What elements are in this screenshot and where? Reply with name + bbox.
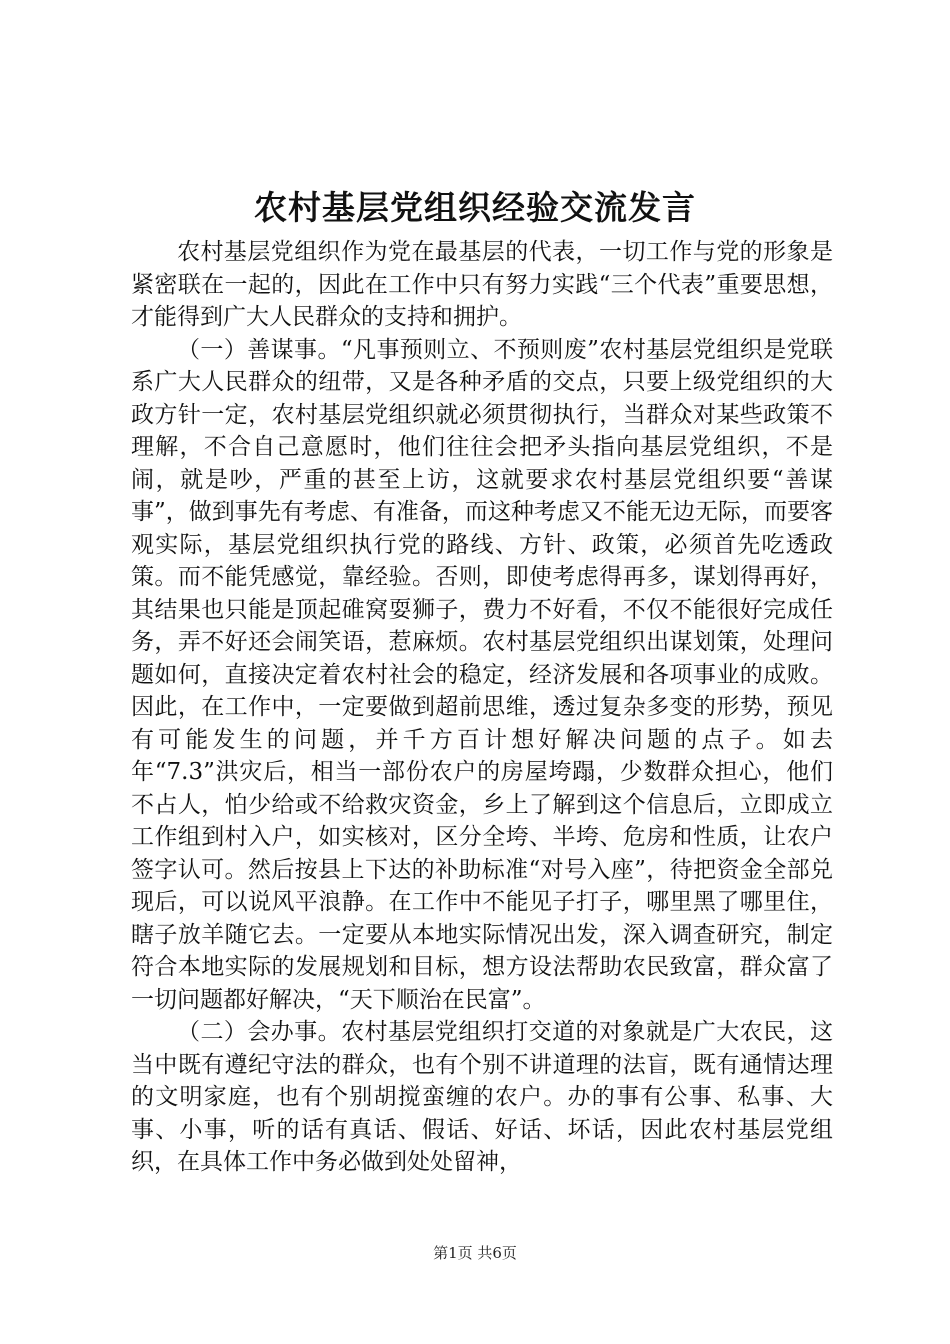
- page-number-footer: 第1页 共6页: [433, 1244, 517, 1262]
- paragraph-intro: 农村基层党组织作为党在最基层的代表，一切工作与党的形象是紧密联在一起的，因此在工作中只有努力实践“三个代表”重要思想，才能得到广大人民群众的支持和拥护。: [131, 239, 833, 330]
- paragraph-section-2: （二）会办事。农村基层党组织打交道的对象就是广大农民，这当中既有遵纪守法的群众，也有个别不讲道理的法盲，既有通情达理的文明家庭，也有个别胡搅蛮缠的农户。办的事有公事、私事、大事、小事，听的话有真话、假话、好话、坏话，因此农村基层党组织，在具体工作中务必做到处处留神，: [131, 1019, 833, 1175]
- document-body: [131, 236, 833, 1179]
- document-title: 农村基层党组织经验交流发言: [254, 188, 696, 227]
- paragraph-section-1: （一）善谋事。“凡事预则立、不预则废”农村基层党组织是党联系广大人民群众的纽带，又是各种矛盾的交点，只要上级党组织的大政方针一定，农村基层党组织就必须贯彻执行，当群众对某些政策不理解，不合自己意愿时，他们往往会把矛头指向基层党组织，不是闹，就是吵，严重的甚至上访，这就要求农村基层党组织要“善谋事”，做到事先有考虑、有准备，而这种考虑又不能无边无际，而要客观实际，基层党组织执行党的路线、方针、政策，必须首先吃透政策。而不能凭感觉，靠经验。否则，即使考虑得再多，谋划得再好，其结果也只能是顶起碓窝耍狮子，费力不好看，不仅不能很好完成任务，弄不好还会闹笑语，惹麻烦。农村基层党组织出谋划策，处理问题如何，直接决定着农村社会的稳定，经济发展和各项事业的成败。因此，在工作中，一定要做到超前思维，透过复杂多变的形势，预见有可能发生的问题，并千方百计想好解决问题的点子。如去年“7.3”洪灾后，相当一部份农户的房屋垮蹋，少数群众担心，他们不占人，怕少给或不给救灾资金，乡上了解到这个信息后，立即成立工作组到村入户，如实核对，区分全垮、半垮、危房和性质，让农户签字认可。然后按县上下达的补助标准“对号入座”，待把资金全部兑现后，可以说风平浪静。在工作中不能见子打子，哪里黑了哪里住，瞎子放羊随它去。一定要从本地实际情况出发，深入调查研究，制定符合本地实际的发展规划和目标，想方设法帮助农民致富，群众富了一切问题都好解决，“天下顺治在民富”。: [131, 336, 833, 1013]
